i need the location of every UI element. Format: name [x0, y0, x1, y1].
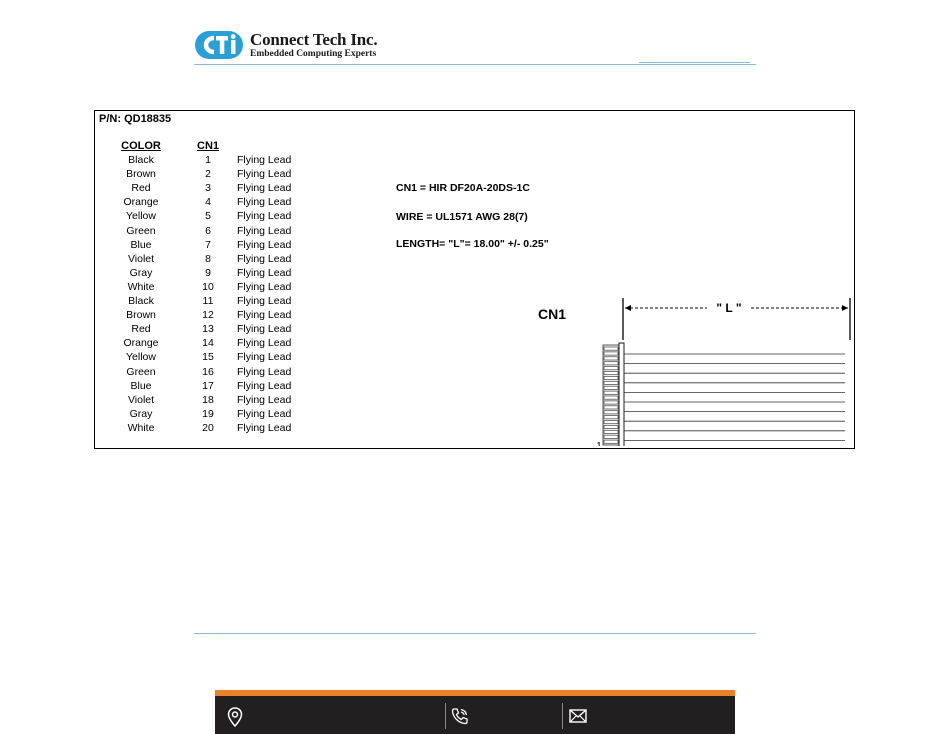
part-number-value: QD18835 [124, 113, 172, 125]
pin-color: White [127, 280, 155, 293]
pin-color: Violet [127, 252, 155, 265]
header-accent-line [639, 62, 750, 63]
pin-lead-type: Flying Lead [237, 182, 292, 195]
pin-lead-type: Flying Lead [237, 252, 292, 265]
pin-color: Black [128, 154, 154, 166]
pin-lead-type: Flying Lead [237, 280, 292, 293]
cti-logo-icon [194, 30, 244, 60]
pin-number: 19 [202, 407, 214, 420]
wire-spec: WIRE = UL1571 AWG 28(7) [396, 211, 528, 223]
location-pin-icon[interactable] [227, 707, 243, 727]
pin-lead-type: Flying Lead [237, 337, 292, 350]
cn1-column-header: CN1 [197, 140, 220, 152]
pin-lead-type: Flying Lead [237, 224, 292, 237]
pin-color: Green [126, 224, 156, 237]
pin-number: 18 [202, 393, 214, 406]
pin-color: Gray [129, 407, 153, 420]
cable-drawing [94, 110, 855, 449]
pin-number: 16 [202, 365, 214, 378]
pin-number: 13 [202, 323, 214, 336]
pin-number: 5 [205, 210, 211, 223]
company-name: Connect Tech Inc. [250, 30, 378, 49]
pin-lead-type: Flying Lead [237, 168, 292, 181]
pin-lead-type: Flying Lead [237, 421, 292, 434]
length-spec: LENGTH= "L"= 18.00" +/- 0.25" [396, 238, 549, 250]
mail-icon[interactable] [569, 709, 587, 723]
pin-lead-type: Flying Lead [237, 196, 292, 209]
pin-number: 17 [202, 379, 214, 392]
pin-number: 20 [202, 421, 214, 434]
pin-number: 8 [205, 252, 211, 265]
pin-color: Brown [126, 168, 156, 181]
cable-diagram [583, 294, 853, 446]
pin-color: Orange [123, 196, 159, 209]
header-divider [194, 64, 756, 65]
pin-lead-type: Flying Lead [237, 379, 292, 392]
footer-separator [562, 703, 563, 729]
pin-color: Green [126, 365, 156, 378]
connector-spec: CN1 = HIR DF20A-20DS-1C [396, 182, 530, 194]
pin-lead-type: Flying Lead [237, 154, 292, 166]
pin-color: Yellow [126, 351, 156, 364]
pin-color: Gray [129, 266, 153, 279]
pin-number: 9 [205, 266, 211, 279]
footer-separator [445, 703, 446, 729]
pin-lead-type: Flying Lead [237, 210, 292, 223]
pin-number: 3 [205, 182, 211, 195]
pin-number: 4 [205, 196, 211, 209]
pin-one-marker: 1 [597, 442, 601, 446]
pin-color: Orange [123, 337, 159, 350]
part-number [99, 113, 171, 125]
pin-number: 12 [202, 309, 214, 322]
pin-color: Red [131, 182, 151, 195]
pin-color: Yellow [126, 210, 156, 223]
pin-lead-type: Flying Lead [237, 323, 292, 336]
cn1-connector-label: CN1 [538, 306, 567, 322]
pin-lead-type: Flying Lead [237, 393, 292, 406]
pin-lead-type: Flying Lead [237, 407, 292, 420]
pin-color: Blue [130, 379, 152, 392]
pin-lead-type: Flying Lead [237, 295, 292, 307]
footer-bar [215, 690, 735, 734]
pin-number: 2 [205, 168, 211, 181]
pin-number: 1 [205, 154, 211, 166]
pin-number: 10 [202, 280, 214, 293]
pin-number: 6 [205, 224, 211, 237]
pin-number: 15 [202, 351, 214, 364]
pin-color: Red [131, 323, 151, 336]
company-tagline: Embedded Computing Experts [250, 49, 377, 59]
pin-lead-type: Flying Lead [237, 365, 292, 378]
pin-color: Blue [130, 238, 152, 251]
length-dimension-label: " L " [716, 301, 742, 315]
footer-divider [194, 633, 756, 634]
company-logo [194, 29, 394, 63]
pin-color: Black [128, 295, 154, 307]
pin-lead-type: Flying Lead [237, 238, 292, 251]
pin-number: 11 [202, 295, 214, 307]
pin-number: 14 [202, 337, 214, 350]
pin-color: White [127, 421, 155, 434]
pin-color: Violet [127, 393, 155, 406]
pin-lead-type: Flying Lead [237, 351, 292, 364]
pin-color: Brown [126, 309, 156, 322]
pin-lead-type: Flying Lead [237, 266, 292, 279]
pin-lead-type: Flying Lead [237, 309, 292, 322]
part-number-label: P/N: [99, 113, 121, 125]
pin-number: 7 [205, 238, 211, 251]
color-column-header: COLOR [121, 140, 161, 152]
phone-icon[interactable] [451, 707, 469, 725]
